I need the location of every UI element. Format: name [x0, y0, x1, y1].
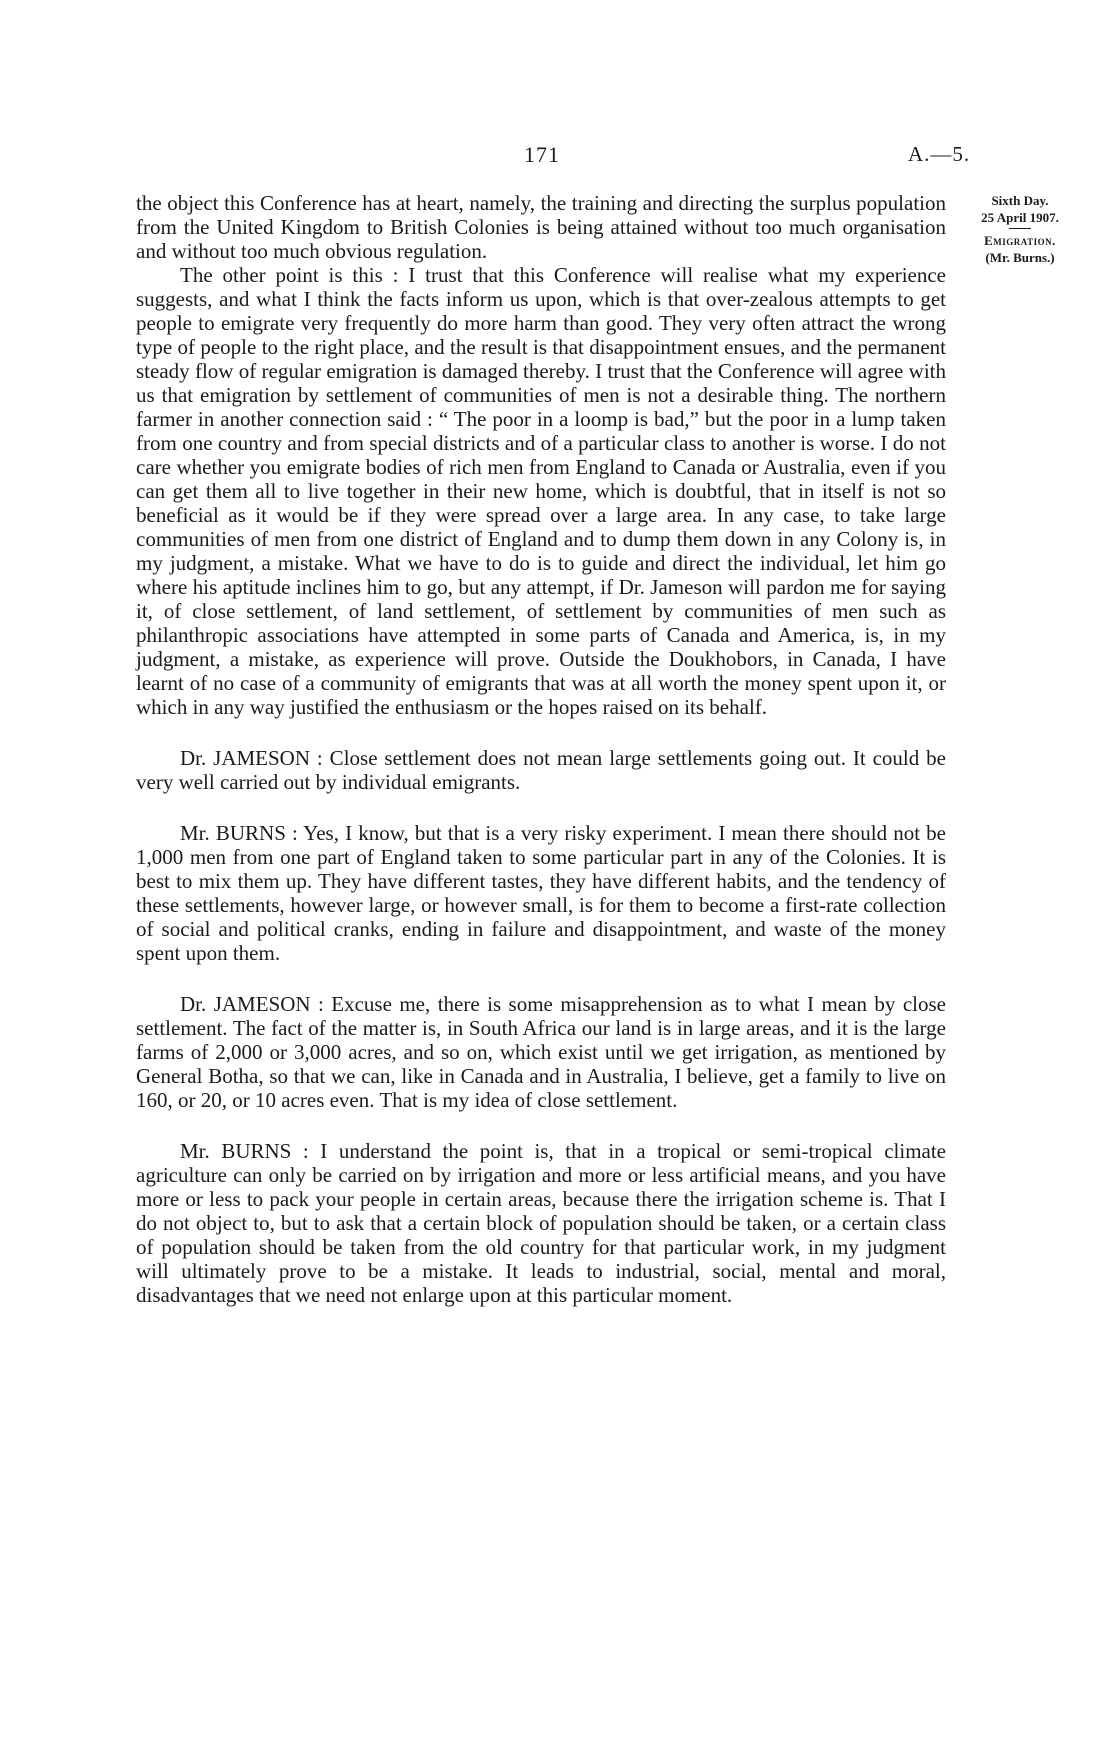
paragraph-burns-reply: Mr. BURNS : Yes, I know, but that is a very risky experiment. I mean there should not be 1,000 men from one part of England taken to some particular part in any of the Colonies. It is best to mix them up. They have different tastes, they have different habits, and the tendency of these settlements, however large, or however small, is for them to become a first-rate collection of social and political cranks, ending in failure and disappointment, and waste of the money spent upon them.: [136, 821, 946, 965]
paragraph-burns-conclusion: Mr. BURNS : I understand the point is, that in a tropical or semi-tropical climate agriculture can only be carried on by irrigation and more or less artificial means, and you have more or less to pack your people in certain areas, because there the irrigation scheme is. That I do not object to, but to ask that a certain block of population should be taken, or a certain class of population should be taken from the old country for that particular work, in my judgment will ultimately prove to be a mistake. It leads to industrial, social, mental and moral, disadvantages that we need not enlarge upon at this particular moment.: [136, 1139, 946, 1307]
margin-note-subject: Emigration.: [984, 233, 1056, 248]
paragraph-continuation: the object this Conference has at heart, namely, the training and directing the surplus population from the United Kingdom to British Colonies is being attained without too much organisation and without too much obvious regulation.: [136, 191, 946, 263]
document-reference: A.—5.: [908, 142, 971, 166]
paragraph-jameson-reply: Dr. JAMESON : Close settlement does not mean large settlements going out. It could be very well carried out by individual emigrants.: [136, 746, 946, 794]
margin-note-divider: [1009, 228, 1031, 229]
page-number: 171: [524, 142, 560, 167]
margin-note-date: 25 April 1907.: [981, 210, 1059, 225]
body-text: [136, 191, 946, 1307]
margin-note-speaker: (Mr. Burns.): [985, 250, 1055, 265]
paragraph-burns-statement: The other point is this : I trust that this Conference will realise what my experience suggests, and what I think the facts inform us upon, which is that over-zealous attempts to get people to emigrate very frequently do more harm than good. They very often attract the wrong type of people to the right place, and the result is that disappointment ensues, and the permanent steady flow of regular emigration is damaged thereby. I trust that the Conference will agree with us that emigration by settlement of communities of men is not a desirable thing. The northern farmer in another connection said : “ The poor in a loomp is bad,” but the poor in a lump taken from one country and from special districts and of a particular class to another is worse. I do not care whether you emigrate bodies of rich men from England to Canada or Australia, even if you can get them all to live together in their new home, which is doubtful, that in itself is not so beneficial as it would be if they were spread over a large area. In any case, to take large communities of men from one district of England and to dump them down in any Colony is, in my judgment, a mistake. What we have to do is to guide and direct the individual, let him go where his aptitude inclines him to go, but any attempt, if Dr. Jameson will pardon me for saying it, of close settlement, of land settlement, of settlement by communities of men such as philanthropic associations have attempted in some parts of Canada and America, is, in my judgment, a mistake, as experience will prove. Outside the Doukhobors, in Canada, I have learnt of no case of a community of emigrants that was at all worth the money spent upon it, or which in any way justified the enthusiasm or the hopes raised on its behalf.: [136, 263, 946, 719]
paragraph-jameson-clarification: Dr. JAMESON : Excuse me, there is some misapprehension as to what I mean by close settlement. The fact of the matter is, in South Africa our land is in large areas, and it is the large farms of 2,000 or 3,000 acres, and so on, which exist until we get irrigation, as mentioned by General Botha, so that we can, like in Canada and in Australia, I believe, get a family to live on 160, or 20, or 10 acres even. That is my idea of close settlement.: [136, 992, 946, 1112]
margin-note-day: Sixth Day.: [991, 193, 1049, 208]
margin-notes: [960, 192, 1080, 266]
